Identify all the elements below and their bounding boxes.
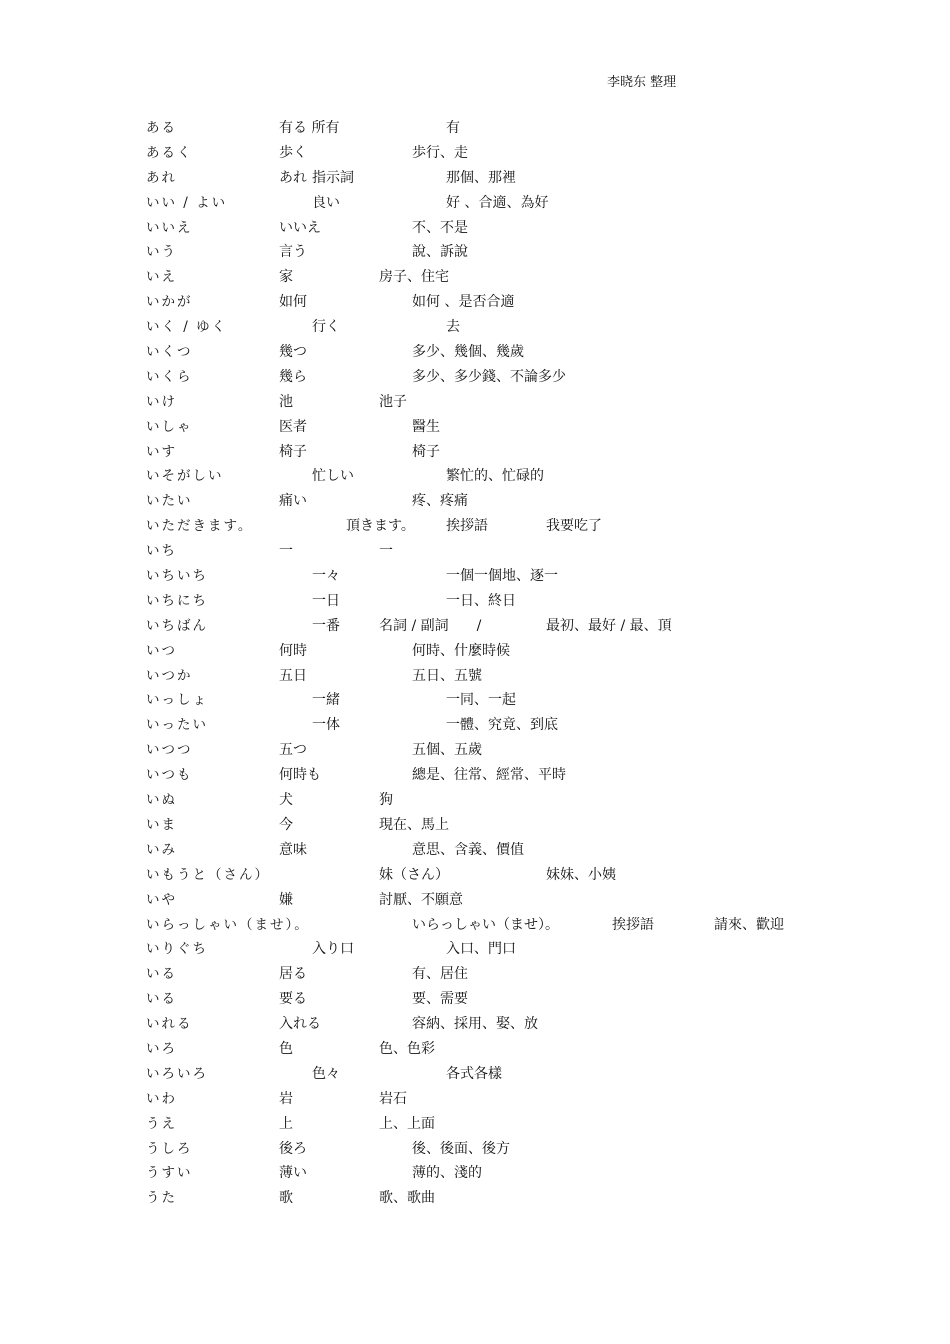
entry-note: 有、居住 — [412, 966, 468, 983]
entry-note: 五日、五號 — [412, 667, 482, 684]
entry-reading: いたい — [146, 493, 193, 510]
vocab-row — [146, 514, 906, 539]
vocab-row — [146, 116, 906, 141]
vocab-row — [146, 1186, 906, 1211]
vocab-row — [146, 664, 906, 689]
entry-kanji-indented: 指示詞 — [312, 169, 354, 186]
entry-kanji-indented: 一緒 — [312, 692, 340, 709]
entry-reading: いる — [146, 966, 177, 983]
entry-kanji: 何時も — [279, 767, 321, 784]
vocab-row — [146, 166, 906, 191]
vocab-row — [146, 838, 906, 863]
entry-note: 總是、往常、經常、平時 — [412, 767, 566, 784]
entry-kanji-indented: 入り口 — [312, 941, 354, 958]
entry-meaning: 有 — [446, 120, 460, 136]
entry-kanji: 今 — [279, 816, 293, 833]
entry-note: 挨拶語 — [612, 916, 654, 933]
entry-reading: うた — [146, 1190, 177, 1207]
vocab-row — [146, 216, 906, 241]
entry-meaning: 繁忙的、忙碌的 — [446, 468, 544, 485]
entry-kanji: 五日 — [279, 667, 307, 684]
entry-reading: あるく — [146, 144, 193, 161]
entry-reading: いわ — [146, 1090, 177, 1107]
vocab-row — [146, 365, 906, 390]
entry-reading: あれ — [146, 169, 177, 186]
entry-kanji: 色 — [279, 1040, 293, 1057]
entry-reading: うすい — [146, 1165, 193, 1182]
entry-reading: いえ — [146, 269, 177, 286]
entry-note: 多少、幾個、幾歲 — [412, 344, 524, 361]
vocab-row — [146, 191, 906, 216]
vocab-row — [146, 265, 906, 290]
entry-reading: いぬ — [146, 792, 177, 809]
entry-reading: いる — [146, 991, 177, 1008]
entry-kanji: 上 — [279, 1115, 293, 1132]
vocab-row — [146, 390, 906, 415]
entry-kanji: 言う — [279, 244, 307, 261]
entry-kanji-indented: 忙しい — [312, 468, 354, 485]
entry-kanji: 岩 — [279, 1090, 293, 1107]
entry-meaning: 一個一個地、逐一 — [446, 568, 558, 585]
entry-note: 池子 — [379, 393, 407, 410]
entry-note: 上、上面 — [379, 1115, 435, 1132]
entry-note: 岩石 — [379, 1090, 407, 1107]
vocab-row — [146, 141, 906, 166]
entry-kanji: 医者 — [279, 418, 307, 435]
vocabulary-list — [146, 116, 906, 1211]
vocab-row — [146, 1037, 906, 1062]
entry-note: 歩行、走 — [412, 144, 468, 161]
entry-note: 五個、五歲 — [412, 742, 482, 759]
entry-meaning: 一同、一起 — [446, 692, 516, 709]
vocab-row — [146, 315, 906, 340]
entry-note: 房子、住宅 — [379, 269, 449, 286]
vocab-row — [146, 639, 906, 664]
entry-reading: いっしょ — [146, 692, 208, 709]
entry-reading: いつも — [146, 767, 193, 784]
entry-reading: いもうと（さん） — [146, 866, 270, 883]
entry-kanji: 幾つ — [279, 344, 307, 361]
entry-kanji-indented: 頂きます。 — [346, 518, 415, 535]
vocab-row — [146, 539, 906, 564]
entry-kanji: 五つ — [279, 742, 307, 759]
vocab-row — [146, 290, 906, 315]
entry-reading: いただきます。 — [146, 518, 254, 535]
entry-meaning: 我要吃了 — [546, 518, 602, 535]
entry-reading: いつか — [146, 667, 193, 684]
entry-meaning: 好 、合適、為好 — [446, 194, 549, 211]
entry-reading: いつ — [146, 642, 177, 659]
entry-kanji-indented: 良い — [312, 194, 340, 211]
entry-reading: いちいち — [146, 568, 208, 585]
entry-reading: いい / よい — [146, 194, 228, 211]
entry-reading: いちばん — [146, 617, 208, 634]
entry-note: 討厭、不願意 — [379, 891, 463, 908]
entry-note: 狗 — [379, 792, 393, 809]
entry-reading: うえ — [146, 1115, 177, 1132]
entry-kanji: 痛い — [279, 493, 307, 510]
entry-reading: いくら — [146, 368, 193, 385]
entry-reading: いろ — [146, 1040, 177, 1057]
entry-kanji-indented: 一々 — [312, 568, 340, 585]
vocab-row — [146, 1137, 906, 1162]
vocab-row — [146, 564, 906, 589]
vocab-row — [146, 440, 906, 465]
entry-reading: いくつ — [146, 344, 193, 361]
entry-kanji-indented: 行く — [312, 319, 340, 336]
entry-meaning: 那個、那裡 — [446, 169, 516, 186]
entry-note: 椅子 — [412, 443, 440, 460]
vocab-row — [146, 713, 906, 738]
entry-kanji: 薄い — [279, 1165, 307, 1182]
entry-kanji: 入れる — [279, 1016, 321, 1033]
entry-reading: いち — [146, 543, 177, 560]
entry-meaning: 一體、究竟、到底 — [446, 717, 558, 734]
vocab-row — [146, 464, 906, 489]
entry-kanji: 犬 — [279, 792, 293, 809]
entry-kanji-indented: 一番 — [312, 617, 340, 634]
entry-kanji: 意味 — [279, 841, 307, 858]
entry-note: 意思、含義、價值 — [412, 841, 524, 858]
entry-kanji: 歌 — [279, 1190, 293, 1207]
vocab-row — [146, 788, 906, 813]
entry-kanji-indented: 色々 — [312, 1065, 340, 1082]
vocab-row — [146, 489, 906, 514]
entry-note: 歌、歌曲 — [379, 1190, 435, 1207]
vocab-row — [146, 240, 906, 265]
entry-note: 多少、多少錢、不論多少 — [412, 368, 566, 385]
entry-note: 何時、什麼時候 — [412, 642, 510, 659]
vocab-row — [146, 1112, 906, 1137]
entry-note: 醫生 — [412, 418, 440, 435]
vocab-row — [146, 913, 906, 938]
entry-kanji: 池 — [279, 393, 293, 410]
entry-kanji: あれ — [279, 169, 307, 186]
vocab-row — [146, 1161, 906, 1186]
entry-kanji: いいえ — [279, 219, 321, 236]
entry-reading: いつつ — [146, 742, 193, 759]
entry-kanji: 居る — [279, 966, 307, 983]
entry-note: 挨拶語 — [446, 518, 488, 535]
entry-note: 一 — [379, 543, 393, 560]
entry-reading: いみ — [146, 841, 177, 858]
entry-meaning: 妹妹、小姨 — [546, 866, 616, 883]
entry-kanji: 要る — [279, 991, 307, 1008]
vocab-row — [146, 340, 906, 365]
entry-kanji: 家 — [279, 269, 293, 286]
page-header-author: 李晓东 整理 — [607, 75, 677, 90]
entry-note: 現在、馬上 — [379, 816, 449, 833]
entry-note: 後、後面、後方 — [412, 1140, 510, 1157]
entry-reading: いま — [146, 816, 177, 833]
entry-note: 要、需要 — [412, 991, 468, 1008]
vocab-row — [146, 589, 906, 614]
entry-kanji: 何時 — [279, 642, 307, 659]
entry-meaning: 各式各樣 — [446, 1065, 502, 1082]
entry-kanji: 後ろ — [279, 1140, 307, 1157]
vocab-row — [146, 888, 906, 913]
vocab-row — [146, 415, 906, 440]
entry-reading: うしろ — [146, 1140, 193, 1157]
entry-meaning: 一日、終日 — [446, 592, 516, 609]
entry-reading: いう — [146, 244, 177, 261]
vocab-row — [146, 937, 906, 962]
entry-reading: ある — [146, 120, 177, 136]
entry-reading: いったい — [146, 717, 208, 734]
entry-reading: いいえ — [146, 219, 193, 236]
entry-meaning: 去 — [446, 319, 460, 336]
entry-kanji-indented: 妹（さん） — [379, 866, 449, 883]
entry-meaning: 請來、歡迎 — [714, 916, 784, 933]
entry-kanji: 椅子 — [279, 443, 307, 460]
vocab-row — [146, 863, 906, 888]
entry-kanji-indented: いらっしゃい（ませ）。 — [412, 916, 559, 933]
entry-reading: いかが — [146, 294, 193, 311]
entry-reading: いく / ゆく — [146, 319, 228, 336]
vocab-row — [146, 614, 906, 639]
entry-note: 疼、疼痛 — [412, 493, 468, 510]
entry-reading: いや — [146, 891, 177, 908]
vocab-row — [146, 987, 906, 1012]
entry-reading: いす — [146, 443, 177, 460]
entry-reading: いけ — [146, 393, 177, 410]
entry-note: 容納、採用、娶、放 — [412, 1016, 538, 1033]
entry-note: 色、色彩 — [379, 1040, 435, 1057]
entry-note: 名詞 / 副詞 / — [379, 617, 482, 634]
entry-reading: いらっしゃい（ませ）。 — [146, 916, 310, 933]
entry-reading: いれる — [146, 1016, 193, 1033]
entry-reading: いちにち — [146, 592, 208, 609]
entry-kanji: 幾ら — [279, 368, 307, 385]
entry-kanji: 歩く — [279, 144, 307, 161]
vocab-row — [146, 1087, 906, 1112]
vocab-row — [146, 813, 906, 838]
entry-kanji: 嫌 — [279, 891, 293, 908]
entry-kanji: 有る 所有 — [279, 120, 340, 136]
entry-kanji: 一 — [279, 543, 293, 560]
vocab-row — [146, 1012, 906, 1037]
vocab-row — [146, 962, 906, 987]
entry-note: 薄的、淺的 — [412, 1165, 482, 1182]
vocab-row — [146, 738, 906, 763]
entry-meaning: 最初、最好 / 最、頂 — [546, 617, 672, 634]
entry-kanji-indented: 一体 — [312, 717, 340, 734]
entry-note: 如何 、是否合適 — [412, 294, 515, 311]
entry-reading: いしゃ — [146, 418, 193, 435]
entry-reading: いそがしい — [146, 468, 224, 485]
vocab-row — [146, 688, 906, 713]
entry-kanji: 如何 — [279, 294, 307, 311]
entry-note: 不、不是 — [412, 219, 468, 236]
vocab-row — [146, 1062, 906, 1087]
entry-reading: いろいろ — [146, 1065, 208, 1082]
entry-kanji-indented: 一日 — [312, 592, 340, 609]
entry-reading: いりぐち — [146, 941, 208, 958]
entry-meaning: 入口、門口 — [446, 941, 516, 958]
vocab-row — [146, 763, 906, 788]
entry-note: 說、訴說 — [412, 244, 468, 261]
